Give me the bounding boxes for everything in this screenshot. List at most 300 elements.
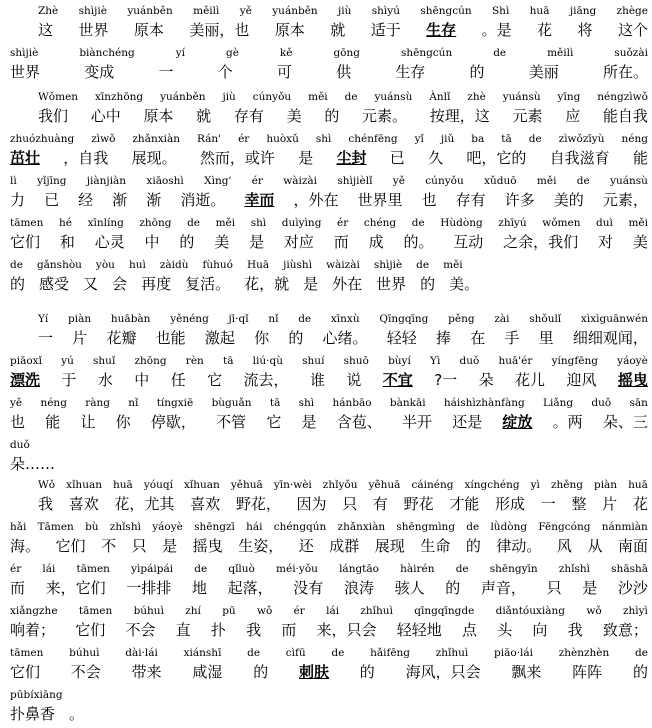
underlined-vocab-word: 茁壮 [10,149,41,167]
pinyin-syllable: Rán' [197,133,222,145]
hanzi-word: 世界里 [357,191,403,209]
hanzi-word: 谁 [309,371,325,389]
hanzi-word: 里 [538,329,554,347]
hanzi-word: 吧，它的 [466,149,527,167]
hanzi-word: 互动 [453,233,484,251]
hanzi-word: 中 [144,233,160,251]
hanzi-word: 已 [44,191,60,209]
pinyin-syllable: duǒ [591,397,612,409]
pinyin-syllable: ér [337,217,349,229]
pinyin-syllable: jiù [338,5,352,17]
hanzi-row [10,453,648,475]
hanzi-word: 律动。 [496,537,542,555]
pinyin-row [10,644,648,662]
hanzi-word: 花瓣 [106,329,137,347]
pinyin-syllable: jiùshì [283,259,313,271]
pinyin-syllable: duǒ [459,355,480,367]
pinyin-syllable: qīngqīngde [414,605,475,617]
hanzi-word: 海风，只会 [405,663,481,681]
hanzi-word: 它 [207,371,223,389]
pinyin-syllable: yě [239,5,252,17]
hanzi-word: 我 [246,621,262,639]
hanzi-word: 生姿， [238,537,284,555]
pinyin-syllable: tāmen [10,217,44,229]
hanzi-word: 供 [336,63,352,81]
hanzi-word: 一 [38,329,54,347]
pinyin-syllable: Wǒmen [38,91,79,103]
pinyin-syllable: hàirén [400,563,435,575]
pinyin-syllable: lái [326,605,340,617]
hanzi-word: 的 [179,233,195,251]
pinyin-syllable: ràng [85,397,110,409]
hanzi-word: 成群 [329,537,360,555]
pinyin-syllable: zhǐyǒu [322,479,358,491]
hanzi-word: 向 [532,621,548,639]
pinyin-syllable: diǎntóuxiàng [495,605,566,617]
pinyin-syllable: Wǒ [38,479,56,491]
hanzi-word: 美的 [553,191,584,209]
pinyin-syllable: Zhè [38,5,59,17]
hanzi-word: 迎风 [566,371,597,389]
pinyin-syllable: měi [215,217,236,229]
hanzi-word: 能自我 [602,107,648,125]
pinyin-syllable: lì [10,175,17,187]
hanzi-word: 轻轻地 [396,621,442,639]
hanzi-row [10,369,648,391]
pinyin-syllable: méi·yǒu [276,563,318,575]
hanzi-word: 你 [115,413,131,431]
hanzi-word: 元素。 [362,107,408,125]
pinyin-syllable: dài·lái [125,647,158,659]
hanzi-word: 海。 [10,537,41,555]
pinyin-syllable: Hùdòng [440,217,483,229]
hanzi-word: 已 [389,149,405,167]
pinyin-syllable: fùhuó [202,259,233,271]
pinyin-syllable: ér [251,175,263,187]
hanzi-word: 美 [214,233,230,251]
hanzi-row [10,493,648,515]
pinyin-syllable: zhǐhuì [360,605,393,617]
pinyin-syllable: de [331,647,345,659]
pinyin-syllable: lángtāo [339,563,379,575]
pinyin-syllable: ér [238,133,250,145]
hanzi-word: 半开 [401,413,432,431]
pinyin-syllable: wǒmen [542,217,581,229]
hanzi-word: 对应 [283,233,314,251]
pinyin-syllable: de [194,563,208,575]
pinyin-syllable: Shì [491,5,510,17]
pinyin-syllable: zhīyú [498,217,527,229]
pinyin-syllable: hǎifēng [370,647,411,659]
hanzi-word: 直 [175,621,191,639]
pinyin-syllable: xīnzhōng [94,91,144,103]
hanzi-word: 变成 [84,63,115,81]
hanzi-word: 的 [253,663,269,681]
hanzi-word: 将 [577,21,593,39]
hanzi-word: 捧 [435,329,451,347]
hanzi-word: 没有 [293,579,324,597]
pinyin-syllable: jiù [222,91,236,103]
pinyin-syllable: tāmen [78,605,113,617]
pinyin-syllable: měi [628,217,648,229]
hanzi-word: 许多 [504,191,535,209]
hanzi-word: 一排排 [126,579,172,597]
hanzi-row [10,19,648,41]
hanzi-word: 扑 [210,621,226,639]
pinyin-syllable: zài [494,313,510,325]
pinyin-syllable: yěhuā [368,479,401,491]
paragraph-1 [10,2,648,86]
pinyin-syllable: yǐjīng [37,175,67,187]
hanzi-word: 只 [131,537,147,555]
pinyin-syllable: yě [10,397,23,409]
hanzi-word: 复活。 [185,275,231,293]
pinyin-syllable: lái [42,563,56,575]
hanzi-word: 片 [602,495,618,513]
underlined-vocab-word: 生存 [426,21,457,39]
hanzi-word: 致意； [602,621,648,639]
hanzi-word: 能 [45,413,61,431]
text-line [10,2,648,44]
hanzi-row [10,703,648,725]
hanzi-word: 心中 [90,107,121,125]
pinyin-syllable: yuánběn [127,5,173,17]
hanzi-row [10,231,648,253]
pinyin-syllable: piàn [593,479,618,491]
pinyin-syllable: jiāng [569,5,597,17]
pinyin-syllable: nǐ [268,313,279,325]
text-line [10,644,648,686]
pinyin-syllable: xīnxù [330,313,360,325]
hanzi-word: 激起 [204,329,235,347]
pinyin-syllable: shuō [343,355,369,367]
pinyin-syllable: tā [501,133,512,145]
hanzi-word: 心绪。 [322,329,368,347]
pinyin-syllable: yě [392,175,405,187]
hanzi-word: 来，只会 [316,621,377,639]
hanzi-row [10,661,648,683]
pinyin-syllable: hái [246,521,263,533]
hanzi-word: 响着； [10,621,56,639]
pinyin-syllable: xiánshī [183,647,222,659]
hanzi-word: 喜欢 [68,495,99,513]
pinyin-syllable: huā [628,479,648,491]
hanzi-word: 展现。 [131,149,177,167]
pinyin-syllable: de [634,647,648,659]
hanzi-word: 我们 [38,107,69,125]
hanzi-word: 整 [571,495,587,513]
text-line [10,44,648,86]
pinyin-row [10,2,648,20]
hanzi-word: 是 [301,413,317,431]
hanzi-word: 水 [97,371,113,389]
pinyin-syllable: de [187,217,201,229]
hanzi-word: 它 [266,413,282,431]
pinyin-row [10,44,648,62]
hanzi-word: 。 [69,705,85,723]
pinyin-syllable: duìyìng [281,217,322,229]
hanzi-word: 而 [10,579,26,597]
underlined-vocab-word: 刺肤 [298,663,329,681]
hanzi-word: 一 [540,495,556,513]
pinyin-syllable: pūbíxiāng [10,689,63,701]
pinyin-syllable: jiǔ [440,133,455,145]
hanzi-word: 不管 [216,413,247,431]
hanzi-word: 声音， [480,579,526,597]
pinyin-syllable: de [493,47,507,59]
pinyin-row [10,130,648,148]
pinyin-syllable: Liǎng [543,397,574,409]
hanzi-word: 是 [582,579,598,597]
hanzi-word: 还是 [452,413,483,431]
hanzi-word: 南面 [617,537,648,555]
hanzi-word: 它们 [75,621,106,639]
hanzi-word: 浪涛 [343,579,374,597]
hanzi-word: 我 [567,621,583,639]
pinyin-syllable: tāmen [10,647,44,659]
pinyin-syllable: de [298,313,312,325]
pinyin-syllable: Huā [246,259,270,271]
pinyin-syllable: měi [443,259,463,271]
pinyin-row [10,560,648,578]
pinyin-syllable: yuánsù [610,175,648,187]
pinyin-syllable: yěnéng [170,313,209,325]
hanzi-word: 朵 [478,371,494,389]
pinyin-syllable: yuánběn [272,5,318,17]
pinyin-syllable: sān [629,397,648,409]
underlined-vocab-word: 漂洗 [10,371,41,389]
pinyin-syllable: hé [59,217,72,229]
hanzi-word: 来，它们 [45,579,106,597]
hanzi-word: 元素 [512,107,543,125]
text-line [10,172,648,214]
pinyin-syllable: yīn·wèi [273,479,312,491]
text-line [10,560,648,602]
hanzi-word: 世界 [10,63,41,81]
pinyin-syllable: tā [269,397,281,409]
pinyin-syllable: de [576,175,590,187]
pinyin-syllable: yuánběn [160,91,206,103]
pinyin-syllable: suǒzài [614,47,648,59]
pinyin-syllable: shēngcún [420,5,472,17]
hanzi-word: 只 [546,579,562,597]
hanzi-word: 花 [632,495,648,513]
hanzi-word: 摇曳 [192,537,223,555]
pinyin-syllable: xǔduō [484,175,517,187]
pinyin-syllable: piāoxǐ [10,355,42,367]
pinyin-syllable: háishìzhànfàng [443,397,525,409]
hanzi-word: 而 [281,621,297,639]
hanzi-word: 会 [112,275,128,293]
pinyin-syllable: néngzìwǒ [597,91,648,103]
pinyin-syllable: néng [621,133,648,145]
text-line [10,352,648,394]
hanzi-word: 。是 [481,21,512,39]
pinyin-syllable: yuánsù [374,91,413,103]
paragraph-4 [10,476,648,728]
hanzi-word: 我 [38,495,54,513]
pinyin-syllable: zhōng [134,355,167,367]
pinyin-syllable: cúnyǒu [425,175,464,187]
pinyin-syllable: zhǐshì [558,563,591,575]
text-line [10,436,648,478]
hanzi-word: 世界 [78,21,109,39]
hanzi-word: 的 [420,275,436,293]
hanzi-word: 的 [632,663,648,681]
hanzi-word: 感受 [39,275,70,293]
pinyin-row [10,256,648,274]
hanzi-word: 也 [10,413,26,431]
pinyin-syllable: nǐ [128,397,139,409]
hanzi-word: 然而，或许 [199,149,275,167]
hanzi-row [10,619,648,641]
pinyin-syllable: xíngchéng [464,479,520,491]
hanzi-word: 这 [38,21,54,39]
hanzi-word: 轻轻 [386,329,417,347]
hanzi-word: 的 [359,663,375,681]
hanzi-word: 才能 [449,495,480,513]
text-line [10,394,648,436]
hanzi-word: 是 [303,275,319,293]
pinyin-syllable: tíngxiē [156,397,194,409]
pinyin-syllable: búhuì [69,647,100,659]
pinyin-syllable: shēngzī [194,521,235,533]
hanzi-word: 花儿 [515,371,546,389]
hanzi-word: 渐 [112,191,128,209]
pinyin-syllable: shuí [302,355,325,367]
hanzi-word: 手 [504,329,520,347]
pinyin-syllable: Qīngqīng [379,313,429,325]
pinyin-syllable: yí [175,47,186,59]
pinyin-syllable: de [416,259,430,271]
pinyin-syllable: yěhuā [230,479,263,491]
underlined-vocab-word: 幸而 [244,191,275,209]
pinyin-syllable: piàn [68,313,92,325]
pinyin-syllable: yuánsù [502,91,541,103]
pinyin-syllable: shìyú [371,5,400,17]
pinyin-syllable: huòxǔ [266,133,299,145]
hanzi-word: 它们 [10,233,41,251]
hanzi-word: 扑鼻香 [10,705,56,723]
hanzi-word: 细细观闻， [572,329,648,347]
text-line [10,476,648,518]
pinyin-syllable: xiāoshì [146,175,184,187]
hanzi-word: 经 [78,191,94,209]
hanzi-word: 片 [72,329,88,347]
hanzi-word: 飘来 [511,663,542,681]
pinyin-syllable: zàidù [159,259,189,271]
text-line [10,130,648,172]
hanzi-word: 能 [632,149,648,167]
pinyin-row [10,214,648,232]
hanzi-word: 因为 [296,495,327,513]
pinyin-syllable: měi [308,91,328,103]
text-line [10,602,648,644]
hanzi-row [10,327,648,349]
hanzi-word: 再度 [141,275,172,293]
hanzi-word: 原本 [133,21,164,39]
pinyin-syllable: xīnlíng [87,217,124,229]
hanzi-word: 原本 [274,21,305,39]
hanzi-word: 元素， [602,191,648,209]
hanzi-word: 的 [10,275,26,293]
pinyin-syllable: Yí [38,313,49,325]
paragraph-2 [10,88,648,298]
hanzi-word: 还 [298,537,314,555]
pinyin-syllable: shēngmìng [396,521,456,533]
pinyin-syllable: xiǎngzhe [10,605,58,617]
hanzi-word: 头 [497,621,513,639]
hanzi-word: 可 [276,63,292,81]
pinyin-syllable: pěng [448,313,475,325]
pinyin-syllable: zhěng [550,479,583,491]
hanzi-word: 所在。 [602,63,648,81]
hanzi-row [10,535,648,557]
pinyin-row [10,172,648,190]
hanzi-word: 又 [83,275,99,293]
pinyin-syllable: zhènzhèn [558,647,610,659]
hanzi-word: 花，就 [244,275,290,293]
hanzi-word: 美。 [449,275,480,293]
pinyin-syllable: měi [536,175,557,187]
hanzi-word: 有 [372,495,388,513]
hanzi-word: 形成 [495,495,526,513]
pinyin-syllable: wǒ [256,605,273,617]
pinyin-syllable: yíngfēng [551,355,598,367]
hanzi-word: 于 [61,371,77,389]
hanzi-word: 久 [428,149,444,167]
pinyin-row [10,394,648,412]
hanzi-row [10,411,648,433]
pinyin-syllable: cúnyǒu [252,91,292,103]
hanzi-word: 的 [469,63,485,81]
hanzi-word: 也能 [155,329,186,347]
pinyin-syllable: wàizài [283,175,318,187]
hanzi-word: 朵、三 [602,413,648,431]
pinyin-syllable: duǒ [10,439,30,451]
hanzi-word: 阵阵 [572,663,603,681]
pinyin-syllable: shì [298,397,315,409]
text-line [10,256,648,298]
hanzi-word: 任 [170,371,186,389]
hanzi-word: 消逝。 [180,191,226,209]
pinyin-syllable: zhǎnxiàn [132,133,181,145]
hanzi-word: 自我滋育 [549,149,610,167]
pinyin-syllable: cáinéng [411,479,454,491]
hanzi-word: 应 [565,107,581,125]
hanzi-word: 一 [158,63,174,81]
pinyin-syllable: huā [529,5,550,17]
pinyin-syllable: néng [40,397,67,409]
hanzi-word: 生存 [395,63,426,81]
pinyin-syllable: wàizài [326,259,360,271]
hanzi-word: 带来 [131,663,162,681]
pinyin-syllable: ba [471,133,485,145]
pinyin-syllable: de [247,647,261,659]
hanzi-word: 外在 [332,275,363,293]
hanzi-word: 而 [333,233,349,251]
pinyin-syllable: nánmiàn [601,521,648,533]
pinyin-syllable: zìwǒzīyù [558,133,605,145]
pinyin-syllable: Yì [430,355,441,367]
pinyin-syllable: zhí [185,605,201,617]
hanzi-word: 咸湿 [192,663,223,681]
hanzi-word: 存有 [233,107,264,125]
pinyin-syllable: hánbāo [332,397,372,409]
pinyin-syllable: Tāmen [37,521,74,533]
pinyin-syllable: Xìng' [204,175,232,187]
pinyin-syllable: de [455,563,469,575]
